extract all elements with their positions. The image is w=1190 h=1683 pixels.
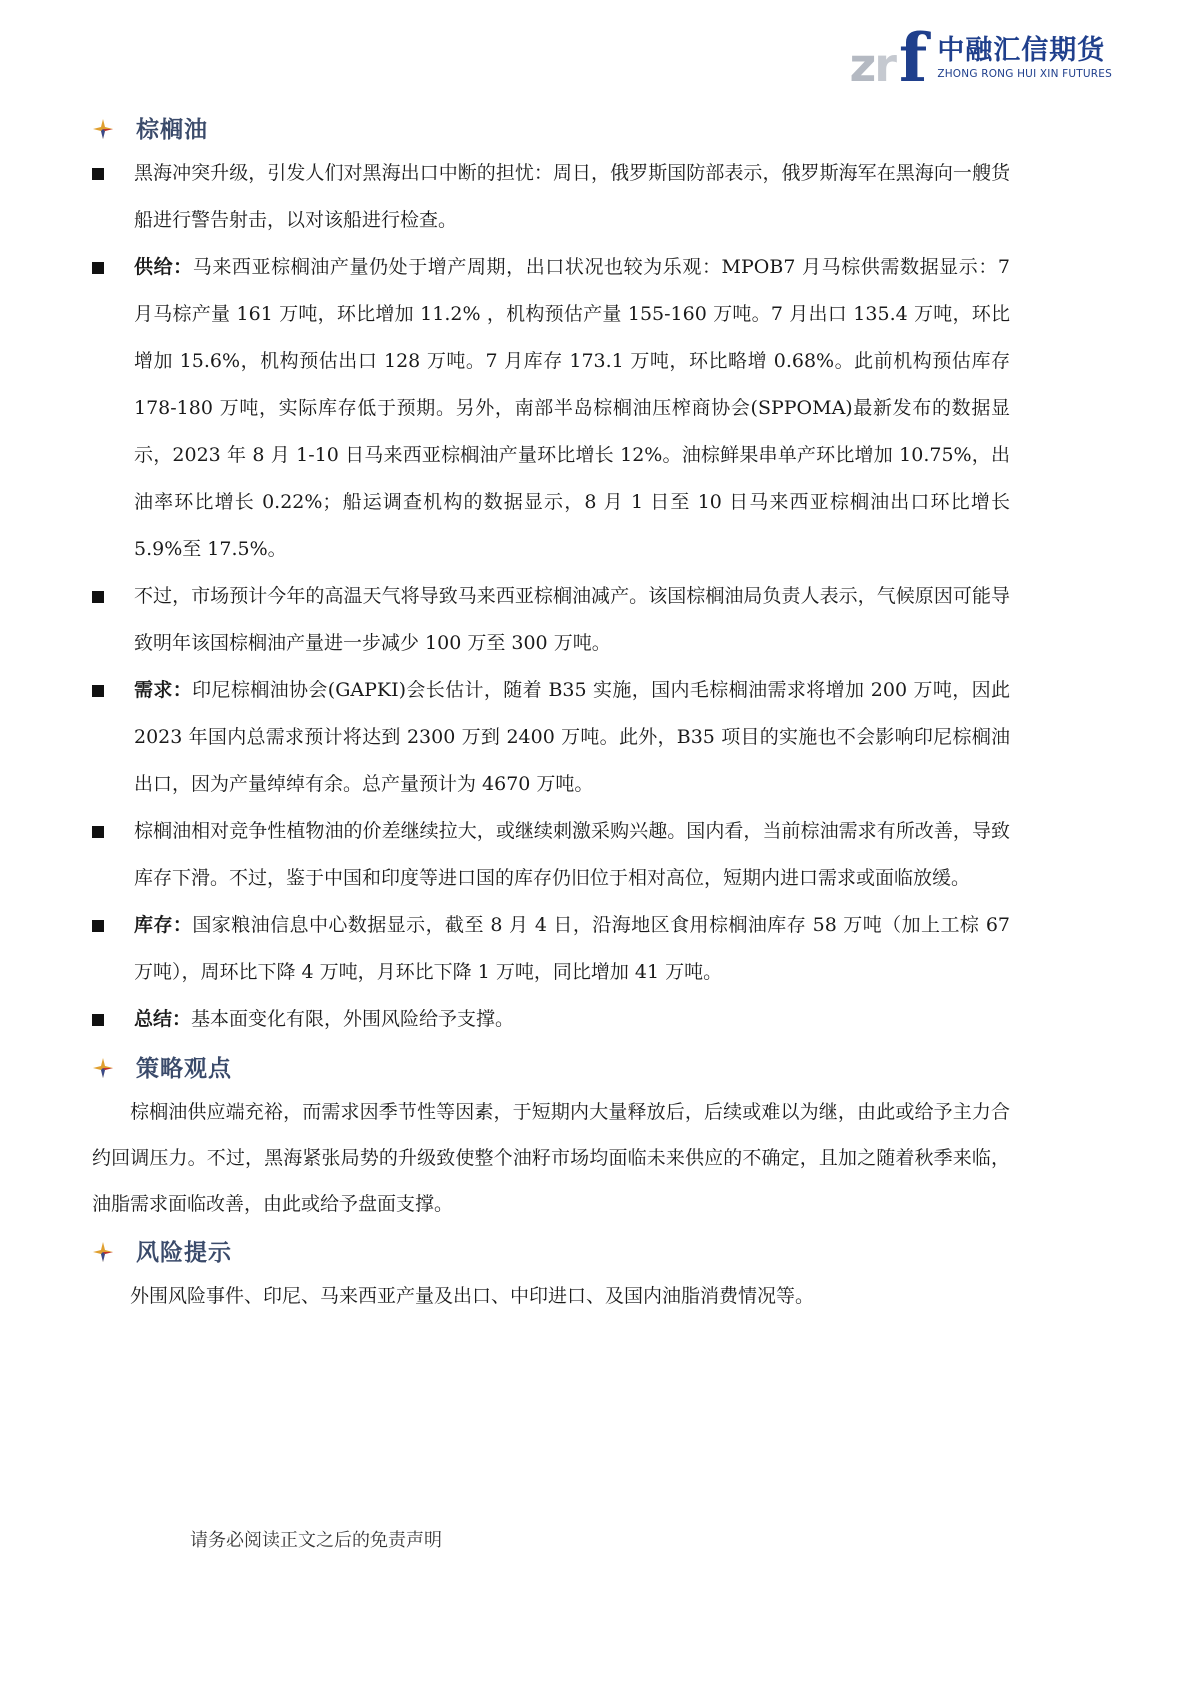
square-bullet-icon xyxy=(92,244,134,291)
bullet-item xyxy=(92,667,1010,808)
bullet-label: 总结： xyxy=(134,1008,192,1030)
risk-paragraph: 外围风险事件、印尼、马来西亚产量及出口、中印进口、及国内油脂消费情况等。 xyxy=(130,1285,815,1307)
bullet-text: 供给：马来西亚棕榈油产量仍处于增产周期，出口状况也较为乐观：MPOB7 月马棕供需数据显示：7 月马棕产量 161 万吨，环比增加 11.2% ，机构预估产量 155-160 万吨。7 月出口 135.4 万吨，环比增加 15.6%，机构预估出口 128 万吨。7 月库存 173.1 万吨，环比略增 0.68%。此前机构预估库存 178-180 万吨，实际库存低于预期。另外，南部半岛棕榈油压榨商协会(SPPOMA)最新发布的数据显示，2023 年 8 月 1-10 日马来西亚棕榈油产量环比增长 12%。油棕鲜果串单产环比增加 10.75%，出油率环比增长 0.22%；船运调查机构的数据显示，8 月 1 日至 10 日马来西亚棕榈油出口环比增长 5.9%至 17.5%。 xyxy=(134,256,1010,560)
bullet-text: 黑海冲突升级，引发人们对黑海出口中断的担忧：周日，俄罗斯国防部表示，俄罗斯海军在黑海向一艘货船进行警告射击，以对该船进行检查。 xyxy=(134,162,1010,231)
square-bullet-icon xyxy=(92,996,134,1043)
footer-disclaimer: 请务必阅读正文之后的免责声明 xyxy=(190,1530,442,1551)
bullet-item xyxy=(92,150,1010,244)
bullet-text: 棕榈油相对竞争性植物油的价差继续拉大，或继续刺激采购兴趣。国内看，当前棕油需求有所改善，导致库存下滑。不过，鉴于中国和印度等进口国的库存仍旧位于相对高位，短期内进口需求或面临放缓。 xyxy=(134,820,1010,889)
logo-letter-z: z xyxy=(849,38,875,92)
logo-mark xyxy=(849,19,928,97)
four-point-star-icon xyxy=(92,1241,114,1263)
bullet-label: 需求： xyxy=(134,679,193,701)
bullet-text: 不过，市场预计今年的高温天气将导致马来西亚棕榈油减产。该国棕榈油局负责人表示，气候原因可能导致明年该国棕榈油产量进一步减少 100 万至 300 万吨。 xyxy=(134,585,1010,654)
bullet-label: 供给： xyxy=(134,256,193,278)
square-bullet-icon xyxy=(92,667,134,714)
section-title: 策略观点 xyxy=(136,1055,232,1082)
four-point-star-icon xyxy=(92,118,114,140)
square-bullet-icon xyxy=(92,902,134,949)
logo-text xyxy=(937,35,1112,81)
section-heading-palm-oil xyxy=(92,104,1010,150)
logo-letter-r: r xyxy=(874,38,897,92)
strategy-paragraph: 棕榈油供应端充裕，而需求因季节性等因素，于短期内大量释放后，后续或难以为继，由此或给予主力合约回调压力。不过，黑海紧张局势的升级致使整个油籽市场均面临未来供应的不确定，且加之随着秋季来临，油脂需求面临改善，由此或给予盘面支撑。 xyxy=(92,1101,1010,1215)
logo-english-name: ZHONG RONG HUI XIN FUTURES xyxy=(937,68,1112,80)
four-point-star-icon xyxy=(92,1057,114,1079)
bullet-item xyxy=(92,808,1010,902)
bullet-item xyxy=(92,244,1010,573)
bullet-label: 库存： xyxy=(134,914,193,936)
section-title: 棕榈油 xyxy=(136,116,208,143)
bullet-text: 需求：印尼棕榈油协会(GAPKI)会长估计，随着 B35 实施，国内毛棕榈油需求将增加 200 万吨，因此 2023 年国内总需求预计将达到 2300 万到 2400 万吨。此外，B35 项目的实施也不会影响印尼棕榈油出口，因为产量绰绰有余。总产量预计为 4670 万吨。 xyxy=(134,679,1010,795)
section-heading-risk xyxy=(92,1227,1010,1273)
document-body xyxy=(92,104,1010,1319)
section-title: 风险提示 xyxy=(136,1239,232,1266)
bullet-item xyxy=(92,996,1010,1043)
square-bullet-icon xyxy=(92,573,134,620)
square-bullet-icon xyxy=(92,150,134,197)
logo-chinese-name: 中融汇信期货 xyxy=(937,35,1106,66)
bullet-item xyxy=(92,573,1010,667)
logo-letter-f: f xyxy=(898,19,928,97)
bullet-text: 库存：国家粮油信息中心数据显示，截至 8 月 4 日，沿海地区食用棕榈油库存 58 万吨（加上工棕 67 万吨），周环比下降 4 万吨，月环比下降 1 万吨，同比增加 41 万吨。 xyxy=(134,914,1010,983)
bullet-item xyxy=(92,902,1010,996)
square-bullet-icon xyxy=(92,808,134,855)
section-heading-strategy xyxy=(92,1043,1010,1089)
bullet-text: 总结：基本面变化有限，外围风险给予支撑。 xyxy=(134,1008,515,1030)
company-logo xyxy=(849,19,1112,97)
